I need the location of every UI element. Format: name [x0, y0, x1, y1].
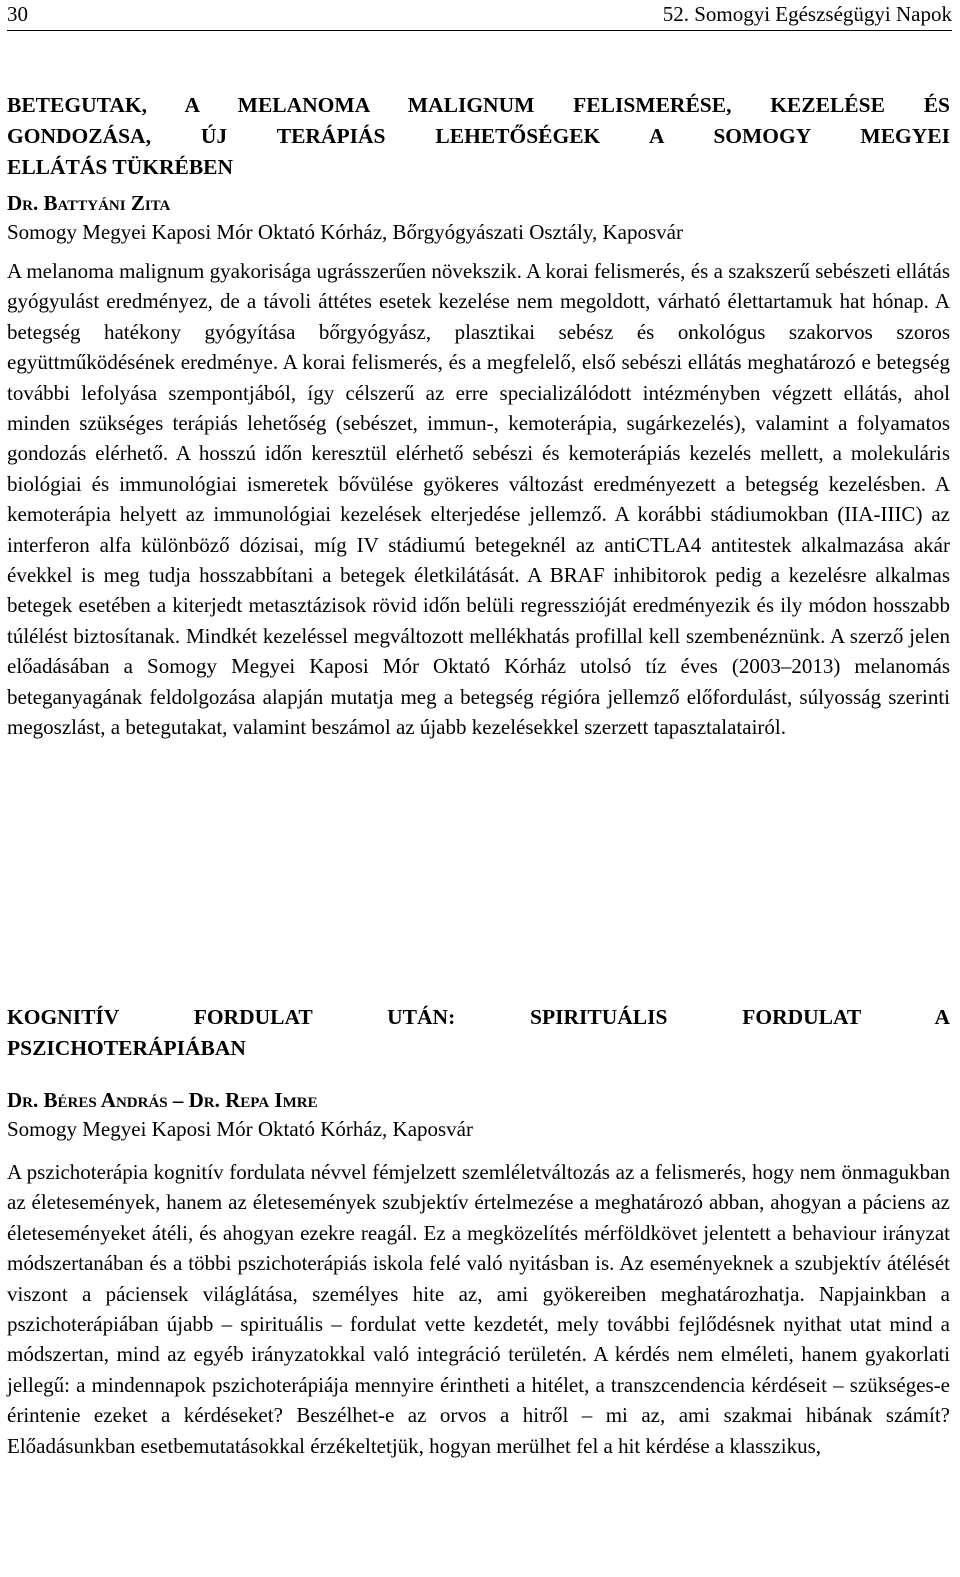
title-line: PSZICHOTERÁPIÁBAN	[7, 1036, 246, 1060]
article-authors: Dr. Battyáni Zita	[7, 191, 171, 215]
article-authors: Dr. Béres András – Dr. Repa Imre	[7, 1088, 318, 1112]
article-title	[7, 1002, 950, 1064]
article-abstract: A pszichoterápia kognitív fordulata névvel fémjelzett szemléletváltozás az a felismerés, hogy nem önmagukban az életesemények, hanem az életesemények szubjektív értelmezése a meghatározó abban, ahogyan a páciens az életeseményeket átéli, és ahogyan ezekre reagál. Ez a megközelítés mérföldkövet jelentett a behaviour irányzat módszertanában és a többi pszichoterápiás iskola felé való nyitásban is. Az eseményeknek a szubjektív átélését viszont a páciensek világlátása, személyes hite az, ami gyökereiben meghatározhatja. Napjainkban a pszichoterápiában újabb – spirituális – fordulat vette kezdetét, mely további fejlődésnek nyithat utat mind a módszertan, mind az egyéb irányzatokkal való integráció területén. A kérdés nem elméleti, hanem gyakorlati jellegű: a mindennapok pszichoterápiája mennyire érintheti a hitélet, a transzcendencia kérdéseit – szükséges-e érintenie ezeket a kérdéseket? Beszélhet-e az orvos a hitről – mi az, ami szakmai hibának számít? Előadásunkban esetbemutatásokkal érzékeltetjük, hogyan merülhet fel a hit kérdése a klasszikus,	[7, 1160, 950, 1458]
title-line: BETEGUTAK, A MELANOMA MALIGNUM FELISMERÉSE, KEZELÉSE ÉS	[7, 93, 950, 117]
title-line: ELLÁTÁS TÜKRÉBEN	[7, 155, 234, 179]
page-number: 30	[7, 2, 28, 26]
article-title	[7, 90, 950, 183]
title-line: GONDOZÁSA, ÚJ TERÁPIÁS LEHETŐSÉGEK A SOMOGY MEGYEI	[7, 124, 950, 148]
page-header	[7, 0, 952, 31]
article-abstract: A melanoma malignum gyakorisága ugrásszerűen növekszik. A korai felismerés, és a szakszerű sebészeti ellátás gyógyulást eredményez, de a távoli áttétes esetek kezelése nem megoldott, várható élettartamuk hat hónap. A betegség hatékony gyógyítása bőrgyógyász, plasztikai sebész és onkológus szakorvos szoros együttműködésének eredménye. A korai felismerés, és a megfelelő, első sebészi ellátás meghatározó e betegség további lefolyása szempontjából, így célszerű az erre specializálódott intézményben végzett ellátás, ahol minden szükséges terápiás lehetőség (sebészet, immun-, kemoterápia, sugárkezelés), valamint a folyamatos gondozás elérhető. A hosszú időn keresztül elérhető sebészi és kemoterápiás kezelés mellett, a molekuláris biológiai és immunológiai ismeretek bővülése gyökeres változást eredményezett a betegség kezelésben. A kemoterápia helyett az immunológiai kezelések elterjedése jellemző. A korábbi stádiumokban (IIA-IIIC) az interferon alfa különböző dózisai, míg IV stádiumú betegeknél az antiCTLA4 antitestek alkalmazása akár évekkel is meg tudja hosszabbítani a betegek életkilátását. A BRAF inhibitorok pedig a kezelésre alkalmas betegek esetében a kiterjedt metasztázisok rövid időn belüli regresszióját eredményezik és ily módon hosszabb túlélést biztosítanak. Mindkét kezeléssel megváltozott mellékhatás profillal kell szembenéznünk. A szerző jelen előadásában a Somogy Megyei Kaposi Mór Oktató Kórház utolsó tíz éves (2003–2013) melanomás beteganyagának feldolgozása alapján mutatja meg a betegség régióra jellemző előfordulást, súlyosság szerinti megoszlást, a betegutakat, valamint beszámol az újabb kezelésekkel szerzett tapasztalatairól.	[7, 259, 950, 740]
title-line: KOGNITÍV FORDULAT UTÁN: SPIRITUÁLIS FORDULAT A	[7, 1005, 950, 1029]
article-psychotherapy	[7, 1002, 950, 1461]
article-affiliation: Somogy Megyei Kaposi Mór Oktató Kórház, Kaposvár	[7, 1117, 473, 1141]
running-title: 52. Somogyi Egészségügyi Napok	[662, 2, 952, 26]
article-affiliation: Somogy Megyei Kaposi Mór Oktató Kórház, Bőrgyógyászati Osztály, Kaposvár	[7, 220, 683, 244]
article-melanoma	[7, 90, 950, 743]
